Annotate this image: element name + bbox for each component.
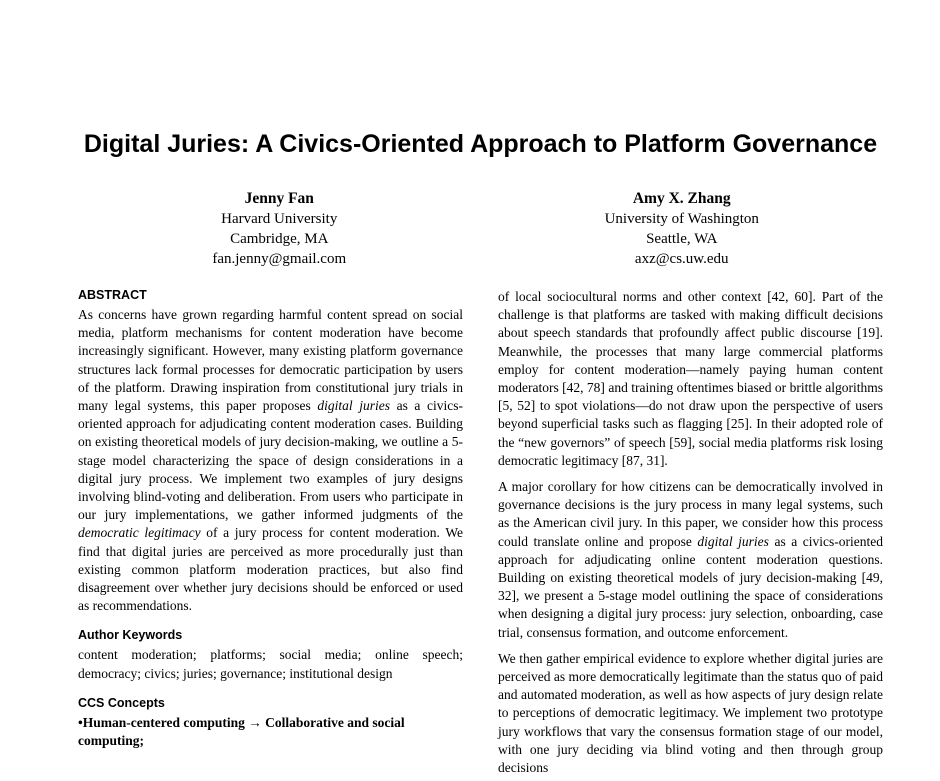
ccs-concepts-text: •Human-centered computing → Collaborative and social computing; xyxy=(78,714,405,749)
paper-title: Digital Juries: A Civics-Oriented Approach to Platform Governance xyxy=(83,129,878,158)
author-block-2 xyxy=(481,189,884,269)
author-block-1 xyxy=(78,189,481,269)
author-email: axz@cs.uw.edu xyxy=(634,251,729,267)
author-name: Amy X. Zhang xyxy=(632,190,731,207)
body-paragraph-1: of local sociocultural norms and other context [42, 60]. Part of the challenge is that platforms are tasked with making difficult decisions about speech standards that profoundly affect public discourse [19]. Meanwhile, the processes that many large commercial platforms employ for content moderation—namely paying human content moderators [42, 78] and training oftentimes biased or brittle algorithms [5, 52] to spot violations—do not draw upon the perspective of users beyond superficial tasks such as flagging [25]. In their adopted role of the “new governors” of speech [59], social media platforms risk losing democratic legitimacy [87, 31]. xyxy=(498,289,883,468)
ccs-concepts-heading: CCS Concepts xyxy=(78,695,165,710)
abstract-heading: ABSTRACT xyxy=(78,288,147,302)
body-paragraph-2: A major corollary for how citizens can be democratically involved in governance decisions is the jury process in many legal systems, such as the American civil jury. In this paper, we consider how this process could translate online and propose digital juries as a civics-oriented approach for adjudicating online content moderation questions. Building on existing theoretical models of jury decision-making [49, 32], we present a 5-stage model outlining the space of considerations when designing a digital jury process: jury selection, onboarding, case trial, consensus formation, and outcome enforcement. xyxy=(498,479,884,640)
author-keywords-text: content moderation; platforms; social media; online speech; democracy; civics; juries; governance; institutional design xyxy=(78,647,463,681)
abstract-text: As concerns have grown regarding harmful content spread on social media, platform mechanisms for content moderation have become increasingly significant. However, many existing platform governance structures lack formal processes for democratic participation by users of the platform. Drawing inspiration from constitutional jury trials in many legal systems, this paper proposes digital juries as a civics-oriented approach for adjudicating content moderation cases. Building on existing theoretical models of jury decision-making, we outline a 5-stage model characterizing the space of design considerations in a digital jury process. We implement two examples of jury designs involving blind-voting and deliberation. From users who participate in our jury implementations, we gather informed judgments of the democratic legitimacy of a jury process for content moderation. We find that digital juries are perceived as more procedurally just than existing common platform moderation practices, but also find disagreement over whether jury decisions should be enforced or used as recommendations. xyxy=(78,307,463,614)
author-keywords-heading: Author Keywords xyxy=(78,628,183,643)
author-email: fan.jenny@gmail.com xyxy=(212,251,347,267)
authors-row xyxy=(78,189,883,269)
body-paragraph-3: We then gather empirical evidence to explore whether digital juries are perceived as more democratically legitimate than the status quo of paid and automated moderation, as well as how aspects of jury design relate to perceptions of democratic legitimacy. We implement two prototype jury workflows that vary the consensus formation stage of our model, with one jury deciding via blind voting and then through group decisions xyxy=(498,650,883,776)
author-affiliation: Harvard University xyxy=(221,211,338,227)
author-location: Seattle, WA xyxy=(646,231,718,247)
left-column xyxy=(78,288,463,750)
right-column xyxy=(498,288,883,777)
author-name: Jenny Fan xyxy=(244,190,314,207)
author-location: Cambridge, MA xyxy=(230,231,329,247)
author-affiliation: University of Washington xyxy=(604,211,759,227)
